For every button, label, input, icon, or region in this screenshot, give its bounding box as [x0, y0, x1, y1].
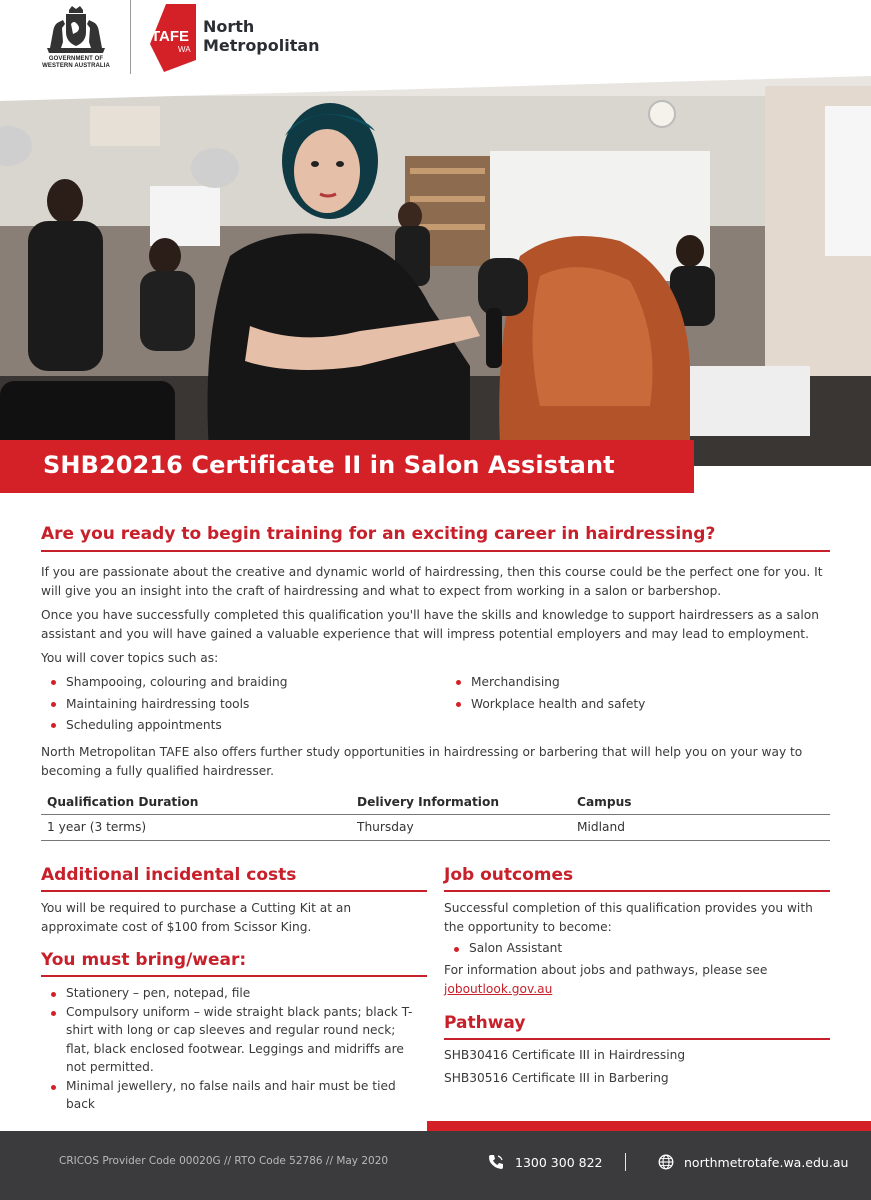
list-item [446, 694, 645, 716]
hero-photo [0, 76, 871, 466]
bring-item-text: Minimal jewellery, no false nails and hair must be tied back [66, 1078, 396, 1111]
tafe-name [203, 17, 320, 55]
topic-text: Shampooing, colouring and braiding [66, 675, 288, 689]
jobs-heading: Job outcomes [444, 865, 830, 892]
list-item [41, 984, 421, 1003]
globe-icon [658, 1154, 674, 1170]
topics-list-right [446, 672, 645, 715]
bullet-icon [51, 1011, 56, 1016]
list-item [41, 694, 288, 716]
further-study-paragraph: North Metropolitan TAFE also offers further study opportunities in hairdressing or barbering that will help you on your way to becoming a fully qualified hairdresser. [41, 745, 803, 778]
table-row [41, 814, 830, 840]
page-footer [0, 1131, 871, 1200]
bring-item-text: Stationery – pen, notepad, file [66, 986, 251, 1000]
topics-list-left [41, 672, 288, 737]
topic-text: Workplace health and safety [471, 696, 646, 711]
intro-paragraph-1: If you are passionate about the creative and dynamic world of hairdressing, then this course could be the perfect one for you. It will give you an insight into the craft of hairdressing and what to expect from working in a salon or barbershop. [41, 565, 823, 598]
gov-logo-line2: WESTERN AUSTRALIA [42, 63, 110, 69]
bring-heading: You must bring/wear: [41, 950, 427, 977]
header-delivery: Delivery Information [351, 790, 571, 814]
cell-campus: Midland [571, 814, 830, 840]
costs-text: You will be required to purchase a Cutting Kit at an approximate cost of $100 from Scissor King. [41, 901, 352, 934]
tafe-mark: TAFE [151, 28, 190, 45]
cell-delivery: Thursday [351, 814, 571, 840]
logo-divider [130, 0, 131, 74]
footer-accent-bar [427, 1121, 871, 1131]
bullet-icon [51, 680, 56, 685]
qualification-table [41, 790, 830, 841]
bullet-icon [51, 723, 56, 728]
bullet-icon [456, 680, 461, 685]
list-item [41, 1077, 421, 1114]
list-item [41, 1003, 421, 1077]
course-title-banner [0, 440, 694, 493]
topic-text: Maintaining hairdressing tools [66, 696, 250, 711]
costs-heading: Additional incidental costs [41, 865, 427, 892]
coat-of-arms-icon [41, 4, 111, 56]
topics-lead: You will cover topics such as: [41, 651, 219, 665]
pathway-item: SHB30516 Certificate III in Barbering [444, 1071, 669, 1085]
cell-duration: 1 year (3 terms) [41, 814, 351, 840]
list-item [446, 672, 645, 694]
bullet-icon [456, 702, 461, 707]
course-title: SHB20216 Certificate II in Salon Assistant [43, 451, 615, 479]
bullet-icon [51, 1085, 56, 1090]
tafe-name-line1: North [203, 17, 255, 36]
tafe-mark-sub: WA [178, 45, 191, 54]
phone-number[interactable]: 1300 300 822 [515, 1155, 603, 1170]
bring-item-text: Compulsory uniform – wide straight black pants; black T-shirt with long or cap sleeves and regular round neck; flat, black enclosed footwear. Leggings and midriffs are not permitted. [66, 1004, 413, 1074]
list-item [41, 715, 288, 737]
job-item-text: Salon Assistant [469, 941, 563, 955]
provider-codes: CRICOS Provider Code 00020G // RTO Code 52786 // May 2020 [59, 1155, 389, 1167]
table-header-row [41, 790, 830, 814]
list-item [444, 939, 824, 958]
pathway-heading: Pathway [444, 1013, 830, 1040]
intro-paragraph-2: Once you have successfully completed this qualification you'll have the skills and knowledge to support hairdressers as a salon assistant and you will have gained a valuable experience that will impress potential employers and may lead to employment. [41, 608, 819, 641]
jobs-info-text: For information about jobs and pathways, please see [444, 963, 768, 977]
topic-text: Scheduling appointments [66, 718, 222, 732]
topic-text: Merchandising [471, 675, 560, 689]
joboutlook-link[interactable]: joboutlook.gov.au [444, 982, 553, 996]
list-item [41, 672, 288, 694]
bullet-icon [454, 947, 459, 952]
footer-divider [625, 1153, 626, 1171]
tafe-wa-logo [150, 4, 196, 72]
jobs-list [444, 939, 824, 958]
bring-list [41, 984, 421, 1114]
header-campus: Campus [571, 790, 830, 814]
website-link[interactable]: northmetrotafe.wa.edu.au [684, 1155, 849, 1170]
gov-logo-line1: GOVERNMENT OF [48, 56, 104, 62]
jobs-info [444, 961, 832, 999]
government-wa-logo [40, 4, 112, 74]
bullet-icon [51, 992, 56, 997]
header-duration: Qualification Duration [41, 790, 351, 814]
tafe-name-line2: Metropolitan [203, 36, 320, 55]
pathway-item: SHB30416 Certificate III in Hairdressing [444, 1048, 686, 1062]
intro-heading: Are you ready to begin training for an exciting career in hairdressing? [41, 524, 830, 552]
bullet-icon [51, 702, 56, 707]
jobs-text: Successful completion of this qualification provides you with the opportunity to become: [444, 901, 813, 934]
phone-icon [488, 1154, 504, 1170]
